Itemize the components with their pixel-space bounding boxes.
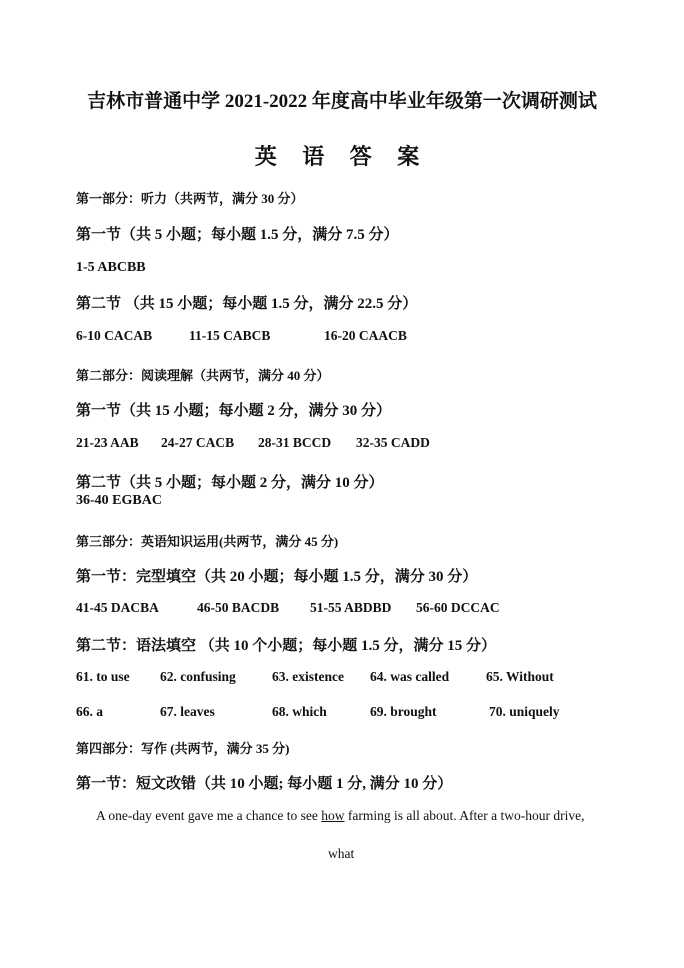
- answer-group: 46-50 BACDB: [197, 600, 280, 615]
- part4-section1-heading: 第一节：短文改错（共 10 小题; 每小题 1 分, 满分 10 分）: [76, 776, 453, 792]
- part1-section2-heading: 第二节 （共 15 小题；每小题 1.5 分，满分 22.5 分）: [76, 296, 418, 312]
- part1-heading: 第一部分：听力（共两节，满分 30 分）: [76, 191, 304, 206]
- grammar-answer: 68. which: [272, 704, 327, 719]
- answer-group: 41-45 DACBA: [76, 600, 159, 615]
- part2-section2-answers: 36-40 EGBAC: [76, 493, 162, 508]
- part3-section2-heading: 第二节：语法填空 （共 10 个小题；每小题 1.5 分，满分 15 分）: [76, 638, 497, 654]
- answer-group: 21-23 AAB: [76, 435, 139, 450]
- document-title: 吉林市普通中学 2021-2022 年度高中毕业年级第一次调研测试: [87, 91, 597, 112]
- passage-text-before: A one-day event gave me a chance to see: [96, 808, 322, 823]
- answer-group: 32-35 CADD: [356, 435, 430, 450]
- passage-text-after: farming is all about. After a two-hour drive,: [344, 808, 585, 823]
- grammar-answer: 63. existence: [272, 669, 344, 684]
- grammar-answer: 66. a: [76, 704, 103, 719]
- part2-section2-heading: 第二节（共 5 小题；每小题 2 分，满分 10 分）: [76, 475, 384, 491]
- part1-section1-answers: 1-5 ABCBB: [76, 260, 146, 275]
- answer-group: 28-31 BCCD: [258, 435, 332, 450]
- part3-heading: 第三部分：英语知识运用(共两节，满分 45 分): [76, 534, 339, 549]
- grammar-answer: 61. to use: [76, 669, 130, 684]
- answer-group: 16-20 CAACB: [324, 328, 407, 343]
- part2-section1-heading: 第一节（共 15 小题；每小题 2 分，满分 30 分）: [76, 403, 392, 419]
- answer-group: 11-15 CABCB: [189, 328, 271, 343]
- grammar-answer: 65. Without: [486, 669, 554, 684]
- part1-section1-heading: 第一节（共 5 小题；每小题 1.5 分，满分 7.5 分）: [76, 227, 399, 243]
- grammar-answer: 67. leaves: [160, 704, 215, 719]
- grammar-answer: 70. uniquely: [489, 704, 560, 719]
- answer-group: 24-27 CACB: [161, 435, 235, 450]
- part4-heading: 第四部分：写作 (共两节，满分 35 分): [76, 741, 290, 756]
- part2-heading: 第二部分：阅读理解（共两节，满分 40 分）: [76, 368, 330, 383]
- answer-group: 56-60 DCCAC: [416, 600, 500, 615]
- correction-word: what: [328, 846, 355, 861]
- grammar-answer: 69. brought: [370, 704, 437, 719]
- answer-group: 51-55 ABDBD: [310, 600, 392, 615]
- answer-group: 6-10 CACAB: [76, 328, 153, 343]
- part3-section1-heading: 第一节：完型填空（共 20 小题；每小题 1.5 分，满分 30 分）: [76, 569, 478, 585]
- grammar-answer: 64. was called: [370, 669, 450, 684]
- passage-underlined-word: how: [321, 808, 345, 823]
- document-subtitle: 英 语 答 案: [254, 144, 430, 169]
- grammar-answer: 62. confusing: [160, 669, 236, 684]
- error-correction-passage: [96, 808, 584, 824]
